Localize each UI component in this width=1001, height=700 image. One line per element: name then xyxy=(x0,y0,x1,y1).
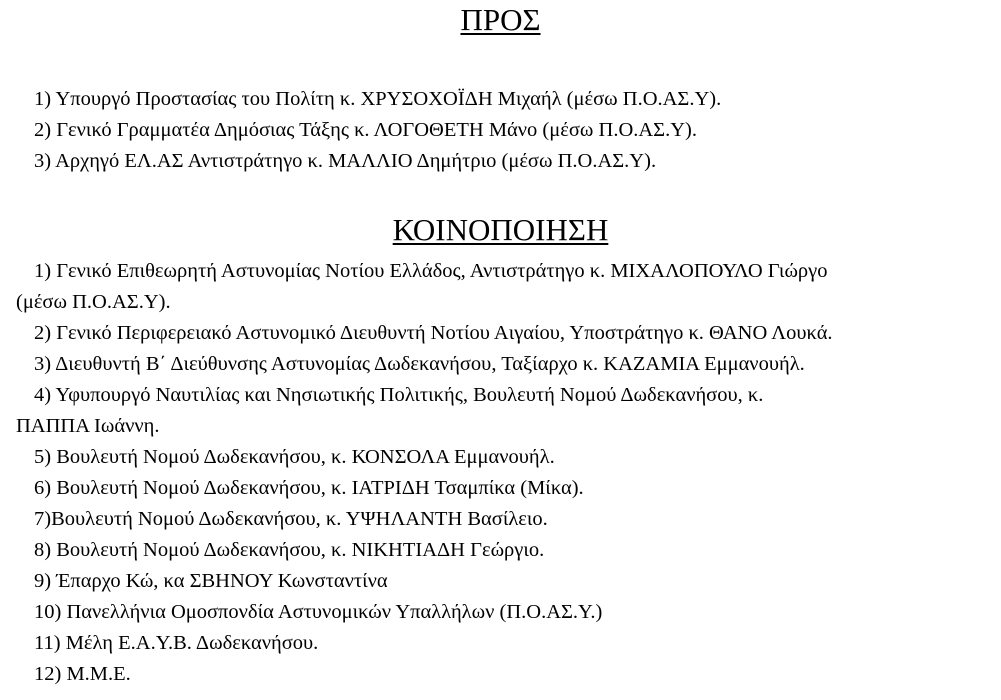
notification-line-continuation: ΠΑΠΠΑ Ιωάννη. xyxy=(16,415,160,437)
notification-line: 4) Υφυπουργό Ναυτιλίας και Νησιωτικής Πολιτικής, Βουλευτή Νομού Δωδεκανήσου, κ. xyxy=(34,384,764,406)
recipient-line: 2) Γενικό Γραμματέα Δημόσιας Τάξης κ. ΛΟΓΟΘΕΤΗ Μάνο (μέσω Π.Ο.ΑΣ.Υ). xyxy=(34,119,697,141)
notification-line-continuation: (μέσω Π.Ο.ΑΣ.Υ). xyxy=(16,291,171,313)
notification-line: 9) Έπαρχο Κώ, κα ΣΒΗΝΟΥ Κωνσταντίνα xyxy=(34,570,388,592)
notification-line: 8) Βουλευτή Νομού Δωδεκανήσου, κ. ΝΙΚΗΤΙΑΔΗ Γεώργιο. xyxy=(34,539,545,561)
notification-list xyxy=(0,256,1001,690)
recipients-list xyxy=(0,84,1001,177)
notification-line: 2) Γενικό Περιφερειακό Αστυνομικό Διευθυντή Νοτίου Αιγαίου, Υποστράτηγο κ. ΘΑΝΟ Λουκά. xyxy=(34,322,833,344)
heading-koinopoiisi: ΚΟΙΝΟΠΟΙΗΣΗ xyxy=(392,212,609,247)
notification-line: 7)Βουλευτή Νομού Δωδεκανήσου, κ. ΥΨΗΛΑΝΤΗ Βασίλειο. xyxy=(34,508,548,530)
notification-line: 12) Μ.Μ.Ε. xyxy=(34,663,131,685)
notification-line: 5) Βουλευτή Νομού Δωδεκανήσου, κ. ΚΟΝΣΟΛΑ Εμμανουήλ. xyxy=(34,446,555,468)
notification-line: 6) Βουλευτή Νομού Δωδεκανήσου, κ. ΙΑΤΡΙΔΗ Τσαμπίκα (Μίκα). xyxy=(34,477,584,499)
recipient-line: 3) Αρχηγό ΕΛ.ΑΣ Αντιστράτηγο κ. ΜΑΛΛΙΟ Δημήτριο (μέσω Π.Ο.ΑΣ.Υ). xyxy=(34,150,657,172)
notification-line: 10) Πανελλήνια Ομοσπονδία Αστυνομικών Υπαλλήλων (Π.Ο.ΑΣ.Υ.) xyxy=(34,601,603,623)
notification-line: 1) Γενικό Επιθεωρητή Αστυνομίας Νοτίου Ελλάδος, Αντιστράτηγο κ. ΜΙΧΑΛΟΠΟΥΛΟ Γιώργο xyxy=(34,260,828,282)
recipient-line: 1) Υπουργό Προστασίας του Πολίτη κ. ΧΡΥΣΟΧΟΪΔΗ Μιχαήλ (μέσω Π.Ο.ΑΣ.Υ). xyxy=(34,88,722,110)
notification-line: 3) Διευθυντή Β΄ Διεύθυνσης Αστυνομίας Δωδεκανήσου, Ταξίαρχο κ. ΚΑΖΑΜΙΑ Εμμανουήλ. xyxy=(34,353,805,375)
heading-pros: ΠΡΟΣ xyxy=(460,2,541,37)
notification-line: 11) Μέλη Ε.Α.Υ.Β. Δωδεκανήσου. xyxy=(34,632,319,654)
